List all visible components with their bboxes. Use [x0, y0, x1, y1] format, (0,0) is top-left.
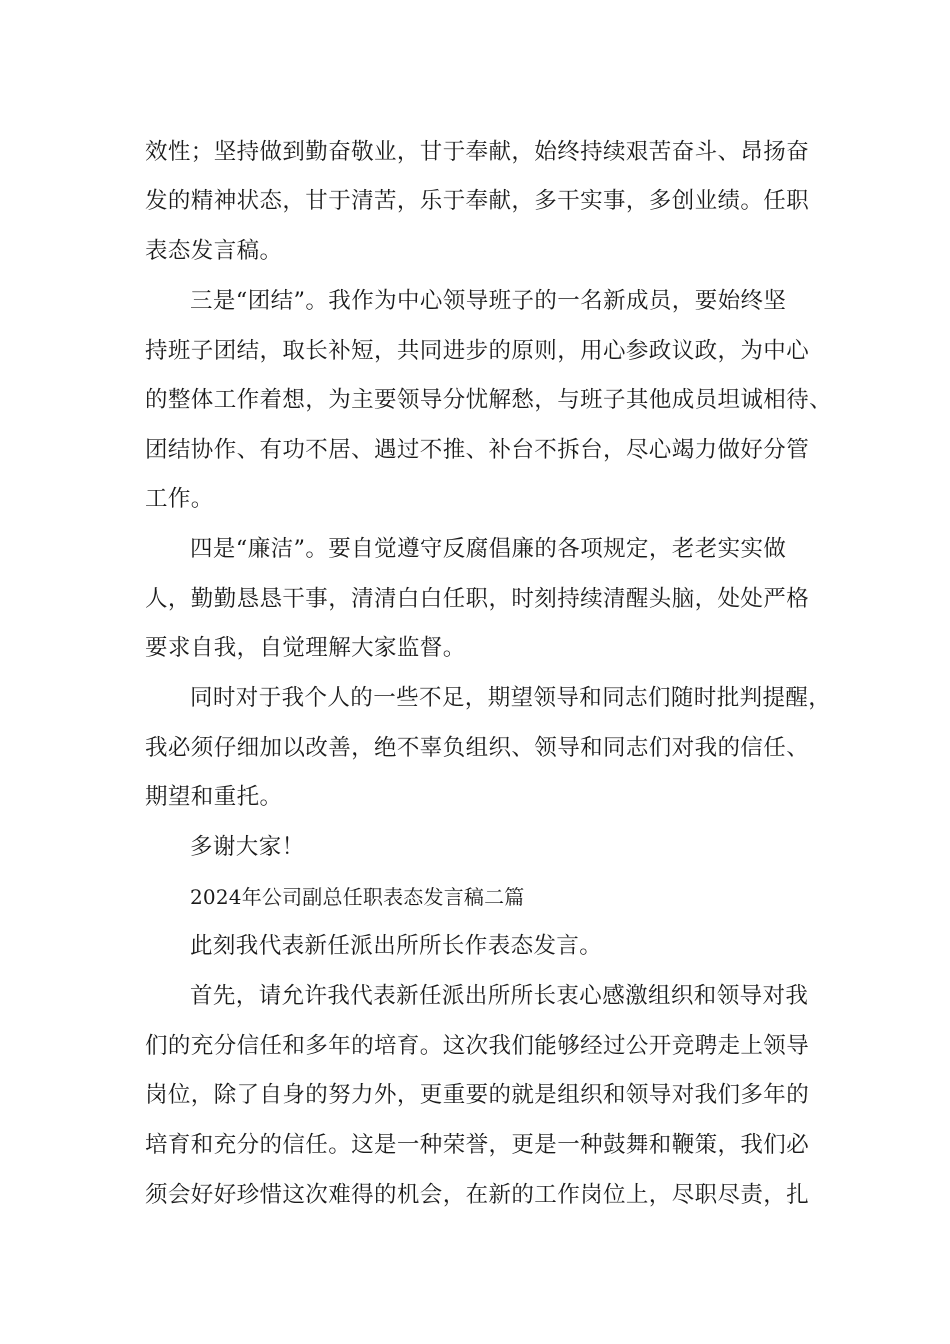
- text-line: 发的精神状态，甘于清苦，乐于奉献，多干实事，多创业绩。任职: [145, 188, 810, 214]
- text-line: 首先，请允许我代表新任派出所所长衷心感激组织和领导对我: [190, 983, 809, 1009]
- text-line: 四是“廉洁”。要自觉遵守反腐倡廉的各项规定，老老实实做: [190, 536, 787, 562]
- text-line: 效性；坚持做到勤奋敬业，甘于奉献，始终持续艰苦奋斗、昂扬奋: [145, 139, 810, 165]
- text-line: 们的充分信任和多年的培育。这次我们能够经过公开竞聘走上领导: [145, 1033, 810, 1059]
- section-heading: 2024年公司副总任职表态发言稿二篇: [190, 885, 525, 909]
- text-line: 多谢大家！: [190, 834, 305, 860]
- text-line: 我必须仔细加以改善，绝不辜负组织、领导和同志们对我的信任、: [145, 735, 810, 761]
- text-line: 持班子团结，取长补短，共同进步的原则，用心参政议政，为中心: [145, 338, 810, 364]
- text-line: 三是“团结”。我作为中心领导班子的一名新成员，要始终坚: [190, 288, 787, 314]
- text-line: 须会好好珍惜这次难得的机会，在新的工作岗位上，尽职尽责，扎: [145, 1182, 810, 1208]
- text-line: 人，勤勤恳恳干事，清清白白任职，时刻持续清醒头脑，处处严格: [145, 586, 810, 612]
- text-line: 工作。: [145, 486, 214, 512]
- text-line: 同时对于我个人的一些不足，期望领导和同志们随时批判提醒，: [190, 685, 832, 711]
- text-line: 此刻我代表新任派出所所长作表态发言。: [190, 933, 603, 959]
- text-line: 要求自我，自觉理解大家监督。: [145, 635, 466, 661]
- text-line: 期望和重托。: [145, 784, 283, 810]
- text-line: 表态发言稿。: [145, 238, 283, 264]
- text-line: 的整体工作着想，为主要领导分忧解愁，与班子其他成员坦诚相待、: [145, 387, 833, 413]
- text-line: 岗位，除了自身的努力外，更重要的就是组织和领导对我们多年的: [145, 1082, 810, 1108]
- text-line: 团结协作、有功不居、遇过不推、补台不拆台，尽心竭力做好分管: [145, 437, 810, 463]
- text-line: 培育和充分的信任。这是一种荣誉，更是一种鼓舞和鞭策，我们必: [145, 1132, 810, 1158]
